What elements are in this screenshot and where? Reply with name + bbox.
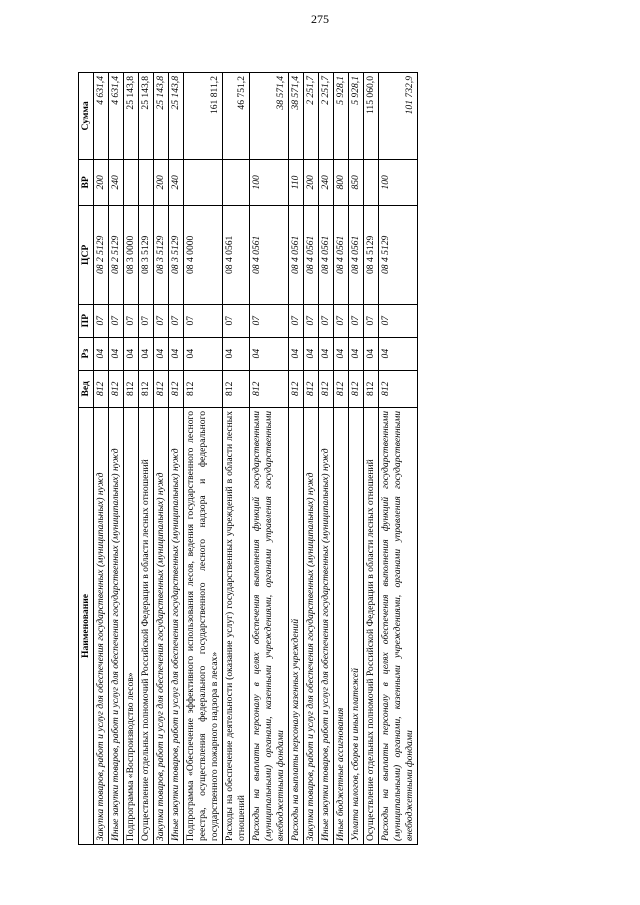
cell-sum: 25 143,8 — [154, 73, 169, 160]
cell-vr: 240 — [109, 159, 124, 205]
cell-ved: 812 — [154, 370, 169, 407]
cell-vr: 240 — [319, 159, 334, 205]
cell-csr: 08 3 0000 — [124, 205, 139, 304]
cell-sum: 38 571,4 — [289, 73, 304, 160]
cell-sum: 46 751,2 — [223, 73, 250, 160]
cell-vr — [364, 159, 379, 205]
cell-sum: 5 928,1 — [334, 73, 349, 160]
table-body — [94, 73, 418, 845]
table-row — [250, 73, 289, 845]
table-row — [289, 73, 304, 845]
cell-rz: 04 — [124, 337, 139, 370]
cell-rz: 04 — [184, 337, 223, 370]
cell-csr: 08 4 0561 — [349, 205, 364, 304]
cell-pr: 07 — [94, 304, 109, 337]
cell-csr: 08 4 0561 — [319, 205, 334, 304]
cell-csr: 08 3 5129 — [154, 205, 169, 304]
table-row — [364, 73, 379, 845]
cell-sum: 161 811,2 — [184, 73, 223, 160]
budget-table — [78, 72, 418, 845]
cell-name: Иные закупки товаров, работ и услуг для обеспечения государственных (муниципальных) нужд — [109, 407, 124, 844]
cell-rz: 04 — [169, 337, 184, 370]
cell-pr: 07 — [223, 304, 250, 337]
cell-vr: 200 — [304, 159, 319, 205]
table-row — [334, 73, 349, 845]
cell-name: Осуществление отдельных полномочий Российской Федерации в области лесных отношений — [139, 407, 154, 844]
cell-pr: 07 — [319, 304, 334, 337]
table-row — [304, 73, 319, 845]
cell-name: Закупка товаров, работ и услуг для обеспечения государственных (муниципальных) нужд — [304, 407, 319, 844]
cell-name: Иные бюджетные ассигнования — [334, 407, 349, 844]
cell-sum: 5 928,1 — [349, 73, 364, 160]
cell-csr: 08 4 5129 — [379, 205, 418, 304]
table-row — [109, 73, 124, 845]
cell-csr: 08 3 5129 — [139, 205, 154, 304]
cell-ved: 812 — [223, 370, 250, 407]
cell-name: Подпрограмма «Воспроизводство лесов» — [124, 407, 139, 844]
cell-sum: 2 251,7 — [304, 73, 319, 160]
cell-csr: 08 4 0561 — [304, 205, 319, 304]
cell-rz: 04 — [334, 337, 349, 370]
cell-csr: 08 4 5129 — [364, 205, 379, 304]
cell-rz: 04 — [304, 337, 319, 370]
cell-pr: 07 — [169, 304, 184, 337]
cell-name: Расходы на выплаты персоналу казенных учреждений — [289, 407, 304, 844]
cell-ved: 812 — [349, 370, 364, 407]
table-row — [124, 73, 139, 845]
cell-pr: 07 — [154, 304, 169, 337]
cell-pr: 07 — [364, 304, 379, 337]
page-number: 275 — [311, 12, 329, 26]
cell-csr: 08 4 0000 — [184, 205, 223, 304]
table-row — [379, 73, 418, 845]
cell-ved: 812 — [250, 370, 289, 407]
cell-pr: 07 — [379, 304, 418, 337]
cell-ved: 812 — [139, 370, 154, 407]
cell-csr: 08 4 0561 — [334, 205, 349, 304]
cell-sum: 101 732,9 — [379, 73, 418, 160]
cell-pr: 07 — [184, 304, 223, 337]
cell-vr: 800 — [334, 159, 349, 205]
cell-csr: 08 4 0561 — [223, 205, 250, 304]
cell-vr: 850 — [349, 159, 364, 205]
cell-rz: 04 — [139, 337, 154, 370]
cell-vr: 200 — [94, 159, 109, 205]
cell-pr: 07 — [250, 304, 289, 337]
cell-csr: 08 2 5129 — [109, 205, 124, 304]
cell-pr: 07 — [109, 304, 124, 337]
cell-vr: 200 — [154, 159, 169, 205]
table-row — [184, 73, 223, 845]
cell-ved: 812 — [124, 370, 139, 407]
cell-vr: 100 — [250, 159, 289, 205]
cell-name: Уплата налогов, сборов и иных платежей — [349, 407, 364, 844]
cell-sum: 4 631,4 — [94, 73, 109, 160]
table-header-row — [79, 73, 94, 845]
cell-name: Расходы на выплаты персоналу в целях обеспечения выполнения функций государственными (муниципальными) органами, казенными учреждениями, органами управления государственными внебюджетными фондами — [379, 407, 418, 844]
cell-rz: 04 — [109, 337, 124, 370]
cell-name: Расходы на выплаты персоналу в целях обеспечения выполнения функций государственными (муниципальными) органами, казенными учреждениями, органами управления государственными внебюджетными фондами — [250, 407, 289, 844]
cell-csr: 08 4 0561 — [289, 205, 304, 304]
cell-pr: 07 — [139, 304, 154, 337]
cell-ved: 812 — [304, 370, 319, 407]
header-csr: ЦСР — [79, 205, 94, 304]
table-row — [94, 73, 109, 845]
cell-sum: 25 143,8 — [169, 73, 184, 160]
cell-csr: 08 4 0561 — [250, 205, 289, 304]
header-pr: ПР — [79, 304, 94, 337]
cell-ved: 812 — [334, 370, 349, 407]
cell-vr: 240 — [169, 159, 184, 205]
rotated-table-container — [78, 72, 551, 845]
cell-vr — [184, 159, 223, 205]
cell-pr: 07 — [124, 304, 139, 337]
cell-sum: 2 251,7 — [319, 73, 334, 160]
cell-sum: 4 631,4 — [109, 73, 124, 160]
table-row — [169, 73, 184, 845]
cell-ved: 812 — [319, 370, 334, 407]
header-name: Наименование — [79, 407, 94, 844]
table-row — [154, 73, 169, 845]
cell-ved: 812 — [169, 370, 184, 407]
cell-rz: 04 — [94, 337, 109, 370]
table-row — [223, 73, 250, 845]
cell-rz: 04 — [250, 337, 289, 370]
cell-ved: 812 — [289, 370, 304, 407]
cell-sum: 25 143,8 — [139, 73, 154, 160]
table-row — [319, 73, 334, 845]
cell-rz: 04 — [349, 337, 364, 370]
header-sum: Сумма — [79, 73, 94, 160]
header-ved: Вед — [79, 370, 94, 407]
cell-name: Осуществление отдельных полномочий Российской Федерации в области лесных отношений — [364, 407, 379, 844]
cell-pr: 07 — [289, 304, 304, 337]
cell-csr: 08 2 5129 — [94, 205, 109, 304]
cell-name: Иные закупки товаров, работ и услуг для обеспечения государственных (муниципальных) нужд — [169, 407, 184, 844]
cell-name: Расходы на обеспечение деятельности (оказание услуг) государственных учреждений в области лесных отношений — [223, 407, 250, 844]
cell-pr: 07 — [304, 304, 319, 337]
cell-vr — [223, 159, 250, 205]
cell-vr: 110 — [289, 159, 304, 205]
cell-csr: 08 3 5129 — [169, 205, 184, 304]
cell-vr — [139, 159, 154, 205]
cell-name: Иные закупки товаров, работ и услуг для обеспечения государственных (муниципальных) нужд — [319, 407, 334, 844]
cell-ved: 812 — [109, 370, 124, 407]
cell-ved: 812 — [379, 370, 418, 407]
cell-sum: 38 571,4 — [250, 73, 289, 160]
cell-rz: 04 — [319, 337, 334, 370]
header-vr: ВР — [79, 159, 94, 205]
cell-rz: 04 — [379, 337, 418, 370]
cell-pr: 07 — [349, 304, 364, 337]
cell-vr: 100 — [379, 159, 418, 205]
cell-name: Закупка товаров, работ и услуг для обеспечения государственных (муниципальных) нужд — [154, 407, 169, 844]
cell-rz: 04 — [364, 337, 379, 370]
header-rz: Рз — [79, 337, 94, 370]
cell-sum: 115 060,0 — [364, 73, 379, 160]
cell-sum: 25 143,8 — [124, 73, 139, 160]
cell-ved: 812 — [364, 370, 379, 407]
cell-name: Подпрограмма «Обеспечение эффективного использования лесов, ведения государственного лесного реестра, осуществления федерального государственного лесного надзора и федерального государственного пожарного надзора в лесах» — [184, 407, 223, 844]
cell-ved: 812 — [94, 370, 109, 407]
cell-vr — [124, 159, 139, 205]
cell-rz: 04 — [289, 337, 304, 370]
cell-pr: 07 — [334, 304, 349, 337]
table-row — [139, 73, 154, 845]
cell-rz: 04 — [154, 337, 169, 370]
cell-name: Закупка товаров, работ и услуг для обеспечения государственных (муниципальных) нужд — [94, 407, 109, 844]
table-row — [349, 73, 364, 845]
cell-rz: 04 — [223, 337, 250, 370]
cell-ved: 812 — [184, 370, 223, 407]
